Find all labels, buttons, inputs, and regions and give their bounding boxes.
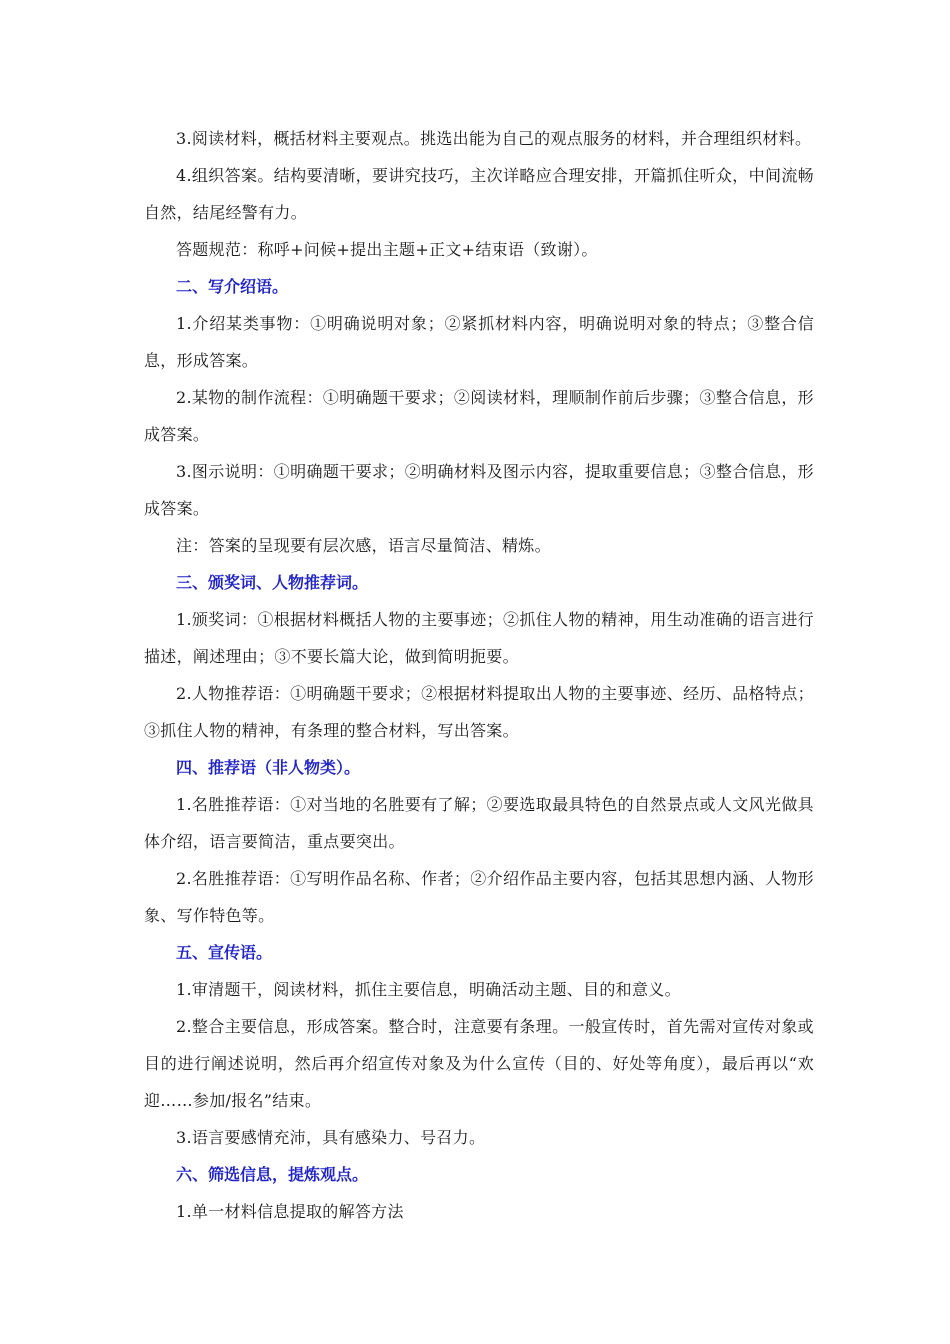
paragraph: 2.整合主要信息，形成答案。整合时，注意要有条理。一般宣传时，首先需对宣传对象或目的进行阐述说明，然后再介绍宣传对象及为什么宣传（目的、好处等角度），最后再以“欢迎……参加/报名”结束。 (144, 1017, 814, 1110)
paragraph: 1.名胜推荐语：①对当地的名胜要有了解；②要选取最具特色的自然景点或人文风光做具体介绍，语言要简洁，重点要突出。 (144, 795, 814, 851)
section-heading: 五、宣传语。 (176, 943, 273, 962)
paragraph: 1.审清题干，阅读材料，抓住主要信息，明确活动主题、目的和意义。 (176, 980, 681, 999)
paragraph: 3.阅读材料，概括材料主要观点。挑选出能为自己的观点服务的材料，并合理组织材料。 (176, 129, 812, 148)
paragraph: 3.图示说明：①明确题干要求；②明确材料及图示内容，提取重要信息；③整合信息，形成答案。 (144, 462, 814, 518)
section-heading: 四、推荐语（非人物类）。 (176, 758, 361, 777)
section-heading: 二、写介绍语。 (176, 277, 289, 296)
paragraph: 2.名胜推荐语：①写明作品名称、作者；②介绍作品主要内容，包括其思想内涵、人物形象、写作特色等。 (144, 869, 814, 925)
paragraph: 1.介绍某类事物：①明确说明对象；②紧抓材料内容，明确说明对象的特点；③整合信息，形成答案。 (144, 314, 814, 370)
paragraph: 2.人物推荐语：①明确题干要求；②根据材料提取出人物的主要事迹、经历、品格特点；③抓住人物的精神，有条理的整合材料，写出答案。 (144, 684, 814, 740)
paragraph: 1.单一材料信息提取的解答方法 (176, 1202, 404, 1221)
paragraph: 答题规范：称呼+问候+提出主题+正文+结束语（致谢）。 (176, 240, 598, 259)
paragraph: 4.组织答案。结构要清晰，要讲究技巧，主次详略应合理安排，开篇抓住听众，中间流畅自然，结尾经警有力。 (144, 166, 814, 222)
paragraph: 3.语言要感情充沛，具有感染力、号召力。 (176, 1128, 486, 1147)
paragraph: 1.颁奖词：①根据材料概括人物的主要事迹；②抓住人物的精神，用生动准确的语言进行描述，阐述理由；③不要长篇大论，做到简明扼要。 (144, 610, 814, 666)
section-heading: 六、筛选信息，提炼观点。 (176, 1165, 369, 1184)
paragraph: 注：答案的呈现要有层次感，语言尽量简洁、精炼。 (176, 536, 551, 555)
section-heading: 三、颁奖词、人物推荐词。 (176, 573, 369, 592)
paragraph: 2.某物的制作流程：①明确题干要求；②阅读材料，理顺制作前后步骤；③整合信息，形成答案。 (144, 388, 814, 444)
document-body (144, 120, 814, 1230)
